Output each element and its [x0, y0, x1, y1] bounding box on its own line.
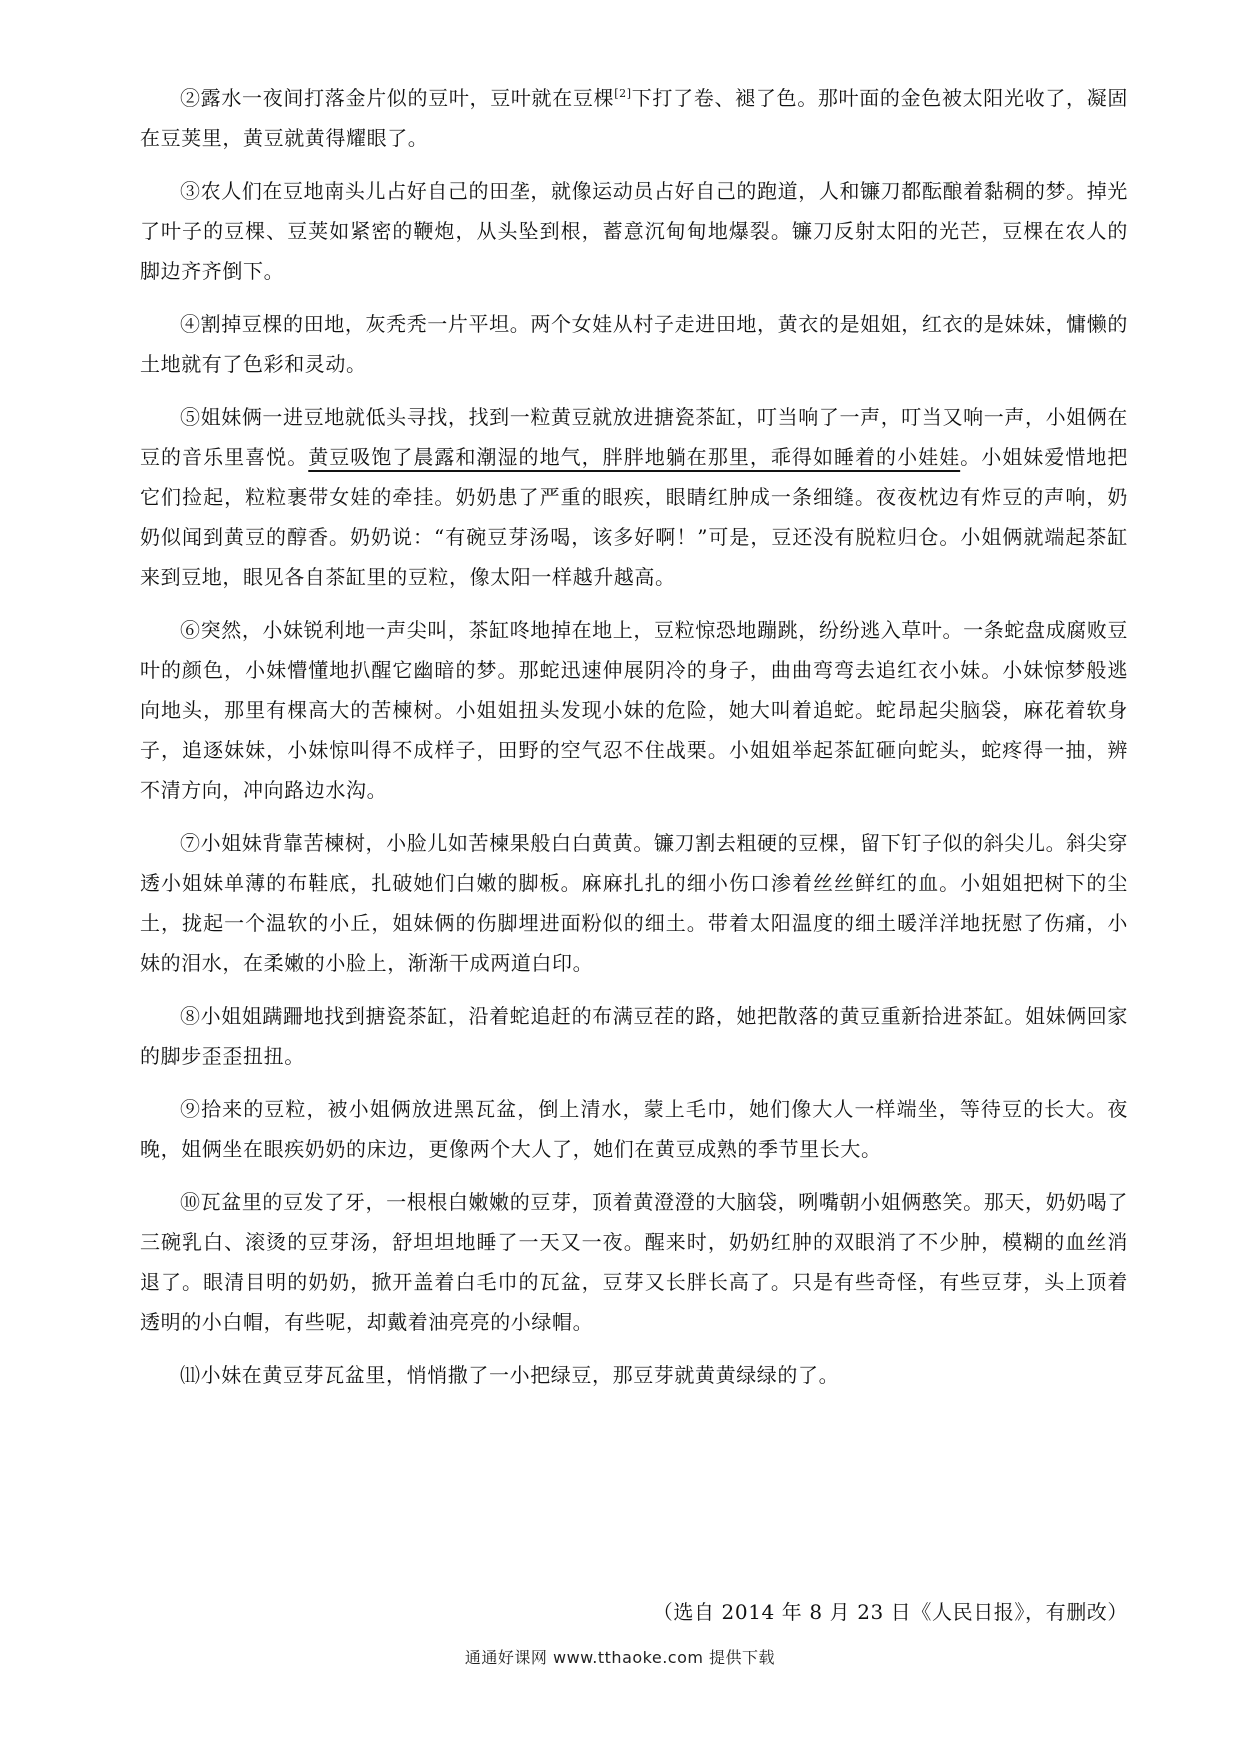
paragraph-11: ⑾小妹在黄豆芽瓦盆里，悄悄撒了一小把绿豆，那豆芽就黄黄绿绿的了。: [180, 1363, 840, 1387]
paragraph-2-text-a: ②露水一夜间打落金片似的豆叶，豆叶就在豆棵: [180, 86, 615, 110]
paragraph-7: ⑦小姐妹背靠苦楝树，小脸儿如苦楝果般白白黄黄。镰刀割去粗硬的豆棵，留下钉子似的斜尖儿。斜尖穿透小姐妹单薄的布鞋底，扎破她们白嫩的脚板。麻麻扎扎的细小伤口渗着丝丝鲜红的血。小姐姐把树下的尘土，拢起一个温软的小丘，姐妹俩的伤脚埋进面粉似的细土。带着太阳温度的细土暖洋洋地抚慰了伤痛，小妹的泪水，在柔嫩的小脸上，渐渐干成两道白印。: [140, 831, 1128, 975]
footnote-marker: [2]: [614, 87, 632, 100]
paragraph-4: ④割掉豆棵的田地，灰秃秃一片平坦。两个女娃从村子走进田地，黄衣的是姐姐，红衣的是妹妹，慵懒的土地就有了色彩和灵动。: [140, 312, 1128, 376]
paragraph-5: [140, 397, 1128, 597]
paragraph-9: ⑨拾来的豆粒，被小姐俩放进黑瓦盆，倒上清水，蒙上毛巾，她们像大人一样端坐，等待豆的长大。夜晚，姐俩坐在眼疾奶奶的床边，更像两个大人了，她们在黄豆成熟的季节里长大。: [140, 1097, 1128, 1161]
paragraph-8: ⑧小姐姐蹒跚地找到搪瓷茶缸，沿着蛇追赶的布满豆茬的路，她把散落的黄豆重新拾进茶缸。姐妹俩回家的脚步歪歪扭扭。: [140, 1004, 1128, 1068]
paragraph-6: ⑥突然，小妹锐利地一声尖叫，茶缸咚地掉在地上，豆粒惊恐地蹦跳，纷纷逃入草叶。一条蛇盘成腐败豆叶的颜色，小妹懵懂地扒醒它幽暗的梦。那蛇迅速伸展阴冷的身子，曲曲弯弯去追红衣小妹。小妹惊梦般逃向地头，那里有棵高大的苦楝树。小姐姐扭头发现小妹的危险，她大叫着追蛇。蛇昂起尖脑袋，麻花着软身子，追逐妹妹，小妹惊叫得不成样子，田野的空气忍不住战栗。小姐姐举起茶缸砸向蛇头，蛇疼得一抽，辨不清方向，冲向路边水沟。: [140, 618, 1128, 802]
page-footer: 通通好课网 www.tthaoke.com 提供下载: [464, 1648, 776, 1667]
paragraph-5-text-a: ⑤姐妹俩一进豆地就低头寻找，找到一粒黄豆就放进搪瓷茶缸，叮当响了一声，叮当又响一声，小姐俩在豆的音乐里喜悦。: [140, 405, 1128, 469]
paragraph-2-text-b: 下打了卷、褪了色。那叶面的金色被太阳光收了，凝固在豆荚里，黄豆就黄得耀眼了。: [140, 86, 1128, 150]
paragraph-2: [140, 78, 1128, 158]
article-body: [140, 78, 1128, 1408]
paragraph-10: ⑩瓦盆里的豆发了牙，一根根白嫩嫩的豆芽，顶着黄澄澄的大脑袋，咧嘴朝小姐俩憨笑。那天，奶奶喝了三碗乳白、滚烫的豆芽汤，舒坦坦地睡了一天又一夜。醒来时，奶奶红肿的双眼消了不少肿，模糊的血丝消退了。眼清目明的奶奶，掀开盖着白毛巾的瓦盆，豆芽又长胖长高了。只是有些奇怪，有些豆芽，头上顶着透明的小白帽，有些呢，却戴着油亮亮的小绿帽。: [140, 1190, 1128, 1334]
underlined-sentence: 黄豆吸饱了晨露和潮湿的地气，胖胖地躺在那里，乖得如睡着的小娃娃: [308, 445, 961, 469]
source-citation: （选自 2014 年 8 月 23 日《人民日报》，有删改）: [652, 1600, 1128, 1624]
paragraph-5-text-b: 。小姐妹爱惜地把它们捡起，粒粒裹带女娃的牵挂。奶奶患了严重的眼疾，眼睛红肿成一条细缝。夜夜枕边有炸豆的声响，奶奶似闻到黄豆的醇香。奶奶说：“有碗豆芽汤喝，该多好啊！”可是，豆还没有脱粒归仓。小姐俩就端起茶缸来到豆地，眼见各自茶缸里的豆粒，像太阳一样越升越高。: [140, 445, 1128, 589]
paragraph-3: ③农人们在豆地南头儿占好自己的田垄，就像运动员占好自己的跑道，人和镰刀都酝酿着黏稠的梦。掉光了叶子的豆棵、豆荚如紧密的鞭炮，从头坠到根，蓄意沉甸甸地爆裂。镰刀反射太阳的光芒，豆棵在农人的脚边齐齐倒下。: [140, 179, 1128, 283]
